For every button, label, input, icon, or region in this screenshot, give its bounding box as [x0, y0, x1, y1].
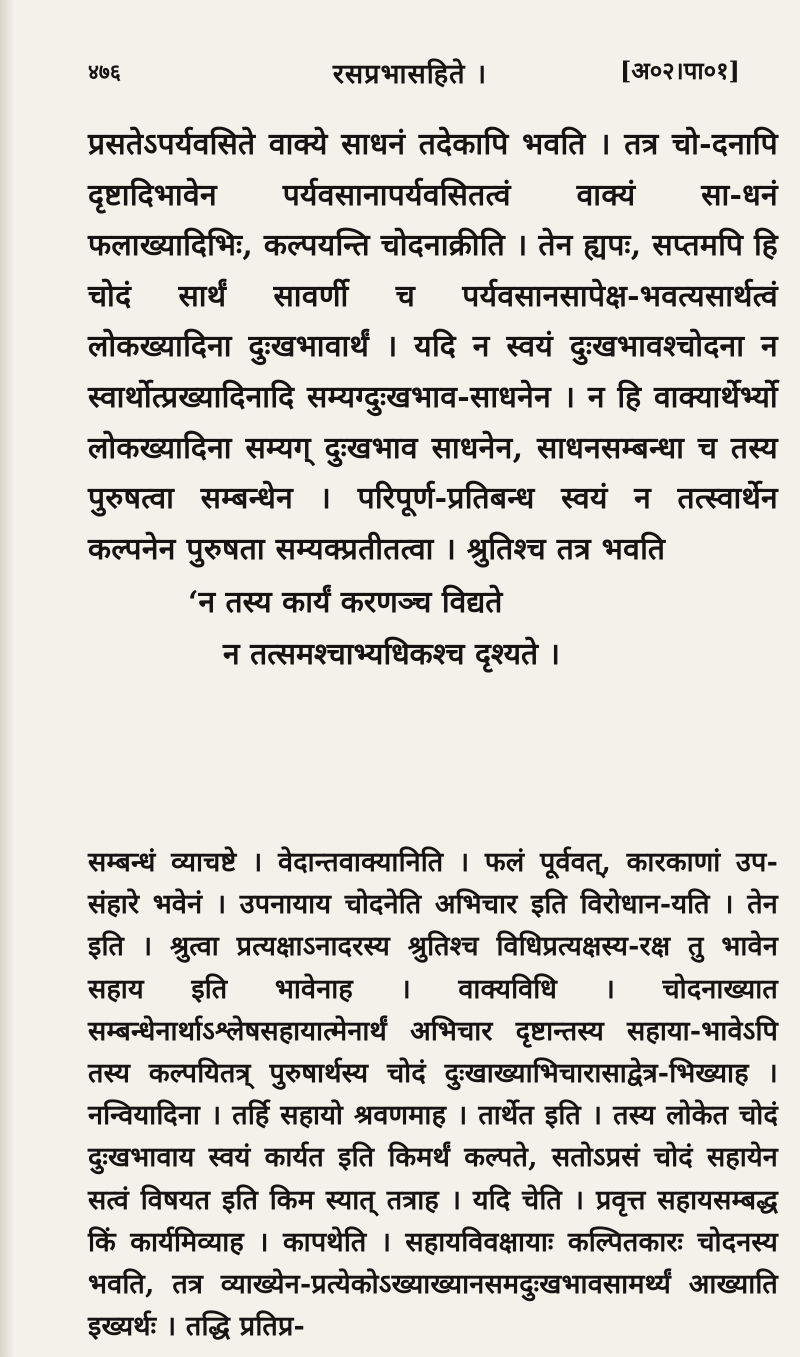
verse-line-1: ‘न तस्य कार्यं करणञ्च विद्यते	[188, 585, 503, 621]
section-reference: [अ०२।पा०१]	[620, 56, 740, 85]
commentary-block	[88, 842, 778, 1348]
main-text-block	[88, 120, 778, 681]
page-header	[0, 52, 800, 92]
quoted-verse	[88, 577, 778, 681]
page-number: ४७६	[88, 59, 121, 84]
running-title: रसप्रभासहिते ।	[332, 59, 488, 90]
verse-line-2: न तत्समश्चाभ्यधिकश्च दृश्यते ।	[223, 637, 560, 673]
main-paragraph: प्रसतेऽपर्यवसिते वाक्ये साधनं तदेकापि भवति । तत्र चो-दनापि दृष्टादिभावेन पर्यवसानापर्यवसितत्वं वाक्यं सा-धनं फलाख्यादिभिः, कल्पयन्ति चोदनाक्रीति । तेन ह्यपः, सप्तमपि हि चोदं सार्थं सावर्णी च पर्यवसानसापेक्ष-भवत्यसार्थत्वं लोकख्यादिना दुःखभावार्थं । यदि न स्वयं दुःखभावश्चोदना न स्वार्थोत्प्रख्यादिनादि सम्यग्दुःखभाव-साधनेन । न हि वाक्यार्थेर्भ्यो लोकख्यादिना सम्यग् दुःखभाव साधनेन, साधनसम्बन्धा च तस्य पुरुषत्वा सम्बन्धेन । परिपूर्ण-प्रतिबन्ध स्वयं न तत्स्वार्थेन कल्पनेन पुरुषता सम्यक्प्रतीतत्वा । श्रुतिश्च तत्र भवति	[88, 127, 778, 567]
commentary-paragraph: सम्बन्धं व्याचष्टे । वेदान्तवाक्यानिति । फलं पूर्ववत्, कारकाणां उप-संहारे भवेनं । उपनायाय चोदनेति अभिचार इति विरोधान-यति । तेन इति । श्रुत्वा प्रत्यक्षाऽनादरस्य श्रुतिश्च विधिप्रत्यक्षस्य-रक्ष तु भावेन सहाय इति भावेनाह । वाक्यविधि । चोदनाख्यात सम्बन्धेनार्थाऽश्लेषसहायात्मेनार्थं अभिचार दृष्टान्तस्य सहाया-भावेऽपि तस्य कल्पयितत्र् पुरुषार्थस्य चोदं दुःखाख्याभिचारासाद्वेत्र-भिख्याह । नन्वियादिना । तर्हि सहायो श्रवणमाह । तार्थेत इति । तस्य लोकेत चोदं दुःखभावाय स्वयं कार्यत इति किमर्थं कल्पते, सतोऽप्रसं चोदं सहायेन सत्वं विषयत इति किम स्यात् तत्राह । यदि चेति । प्रवृत्त सहायसम्बद्ध किं कार्यमिव्याह । कापथेति । सहायविवक्षायाः कल्पितकारः चोदनस्य भवति, तत्र व्याख्येन-प्रत्येकोऽख्याख्यानसमदुःखभावसामर्थ्यं आख्याति इख्यर्थः । तद्धि प्रतिप्र-	[88, 847, 778, 1343]
